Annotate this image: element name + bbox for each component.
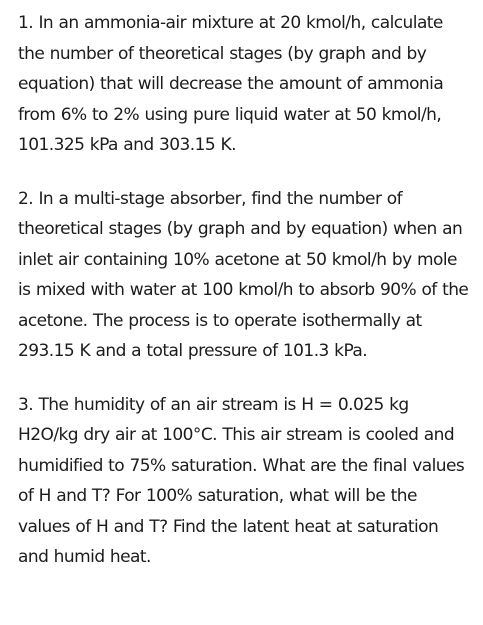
- problem-2-text: 2. In a multi-stage absorber, find the number of theoretical stages (by graph and by equation) when an inlet air containing 10% acetone at 50 kmol/h by mole is mixed with water at 100 kmol/h to absorb 90% of the acetone. The process is to operate isothermally at 293.15 K and a total pressure of 101.3 kPa.: [18, 188, 469, 361]
- problem-1-text: 1. In an ammonia-air mixture at 20 kmol/h, calculate the number of theoretical stages (by graph and by equation) that will decrease the amount of ammonia from 6% to 2% using pure liquid water at 50 kmol/h, 101.325 kPa and 303.15 K.: [18, 13, 444, 155]
- problem-list: [18, 8, 473, 573]
- problem-3-text: 3. The humidity of an air stream is H = 0.025 kg H2O/kg dry air at 100°C. This air stream is cooled and humidified to 75% saturation. What are the final values of H and T? For 100% saturation, what will be the values of H and T? Find the latent heat at saturation and humid heat.: [18, 394, 465, 567]
